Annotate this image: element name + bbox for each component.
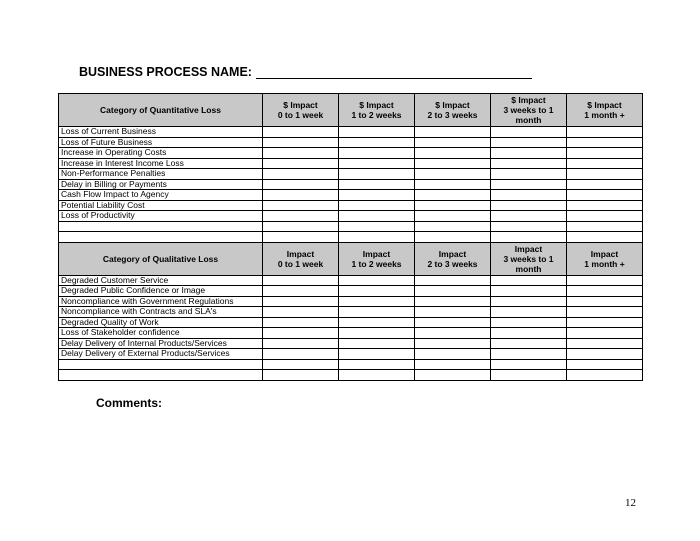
impact-input-cell[interactable] bbox=[415, 158, 491, 169]
impact-input-cell[interactable] bbox=[415, 317, 491, 328]
impact-input-cell[interactable] bbox=[339, 338, 415, 349]
impact-input-cell[interactable] bbox=[491, 211, 567, 222]
impact-input-cell[interactable] bbox=[415, 296, 491, 307]
impact-input-cell[interactable] bbox=[415, 338, 491, 349]
impact-input-cell[interactable] bbox=[263, 158, 339, 169]
impact-input-cell[interactable] bbox=[339, 158, 415, 169]
impact-input-cell[interactable] bbox=[415, 307, 491, 318]
quantitative-header-row bbox=[59, 94, 643, 127]
quantitative-category-header: Category of Quantitative Loss bbox=[59, 94, 263, 127]
impact-input-cell[interactable] bbox=[491, 232, 567, 243]
impact-input-cell[interactable] bbox=[567, 286, 643, 297]
table-row bbox=[59, 338, 643, 349]
impact-input-cell[interactable] bbox=[339, 349, 415, 360]
impact-input-cell[interactable] bbox=[415, 349, 491, 360]
impact-input-cell[interactable] bbox=[415, 328, 491, 339]
qualitative-loss-category: Delay Delivery of External Products/Services bbox=[59, 349, 263, 360]
impact-input-cell[interactable] bbox=[263, 221, 339, 232]
page-number: 12 bbox=[625, 497, 636, 509]
impact-input-cell[interactable] bbox=[491, 221, 567, 232]
quantitative-loss-category: Potential Liability Cost bbox=[59, 200, 263, 211]
impact-input-cell[interactable] bbox=[567, 137, 643, 148]
impact-input-cell[interactable] bbox=[567, 148, 643, 159]
qualitative-header-row bbox=[59, 242, 643, 275]
table-row bbox=[59, 148, 643, 159]
impact-input-cell[interactable] bbox=[339, 169, 415, 180]
impact-input-cell[interactable] bbox=[567, 349, 643, 360]
impact-input-cell[interactable] bbox=[567, 296, 643, 307]
table-row bbox=[59, 317, 643, 328]
table-row bbox=[59, 359, 643, 370]
impact-input-cell[interactable] bbox=[567, 317, 643, 328]
table-row bbox=[59, 127, 643, 138]
impact-input-cell[interactable] bbox=[567, 200, 643, 211]
impact-input-cell[interactable] bbox=[263, 179, 339, 190]
table-row bbox=[59, 328, 643, 339]
table-row bbox=[59, 137, 643, 148]
quantitative-impact-header: $ Impact 1 to 2 weeks bbox=[339, 94, 415, 127]
table-row bbox=[59, 179, 643, 190]
impact-input-cell[interactable] bbox=[491, 169, 567, 180]
quantitative-loss-category: Loss of Current Business bbox=[59, 127, 263, 138]
impact-input-cell[interactable] bbox=[491, 307, 567, 318]
impact-input-cell[interactable] bbox=[415, 200, 491, 211]
quantitative-loss-category: Increase in Operating Costs bbox=[59, 148, 263, 159]
qualitative-loss-category bbox=[59, 370, 263, 381]
impact-input-cell[interactable] bbox=[491, 296, 567, 307]
impact-input-cell[interactable] bbox=[339, 296, 415, 307]
qualitative-section bbox=[59, 242, 643, 380]
table-row bbox=[59, 158, 643, 169]
impact-input-cell[interactable] bbox=[567, 307, 643, 318]
impact-input-cell[interactable] bbox=[415, 232, 491, 243]
quantitative-section bbox=[59, 94, 643, 243]
impact-input-cell[interactable] bbox=[491, 275, 567, 286]
quantitative-impact-header: $ Impact 3 weeks to 1 month bbox=[491, 94, 567, 127]
impact-input-cell[interactable] bbox=[339, 211, 415, 222]
impact-input-cell[interactable] bbox=[415, 190, 491, 201]
comments-label: Comments: bbox=[96, 396, 163, 410]
impact-input-cell[interactable] bbox=[263, 307, 339, 318]
quantitative-impact-header: $ Impact 0 to 1 week bbox=[263, 94, 339, 127]
impact-input-cell[interactable] bbox=[263, 370, 339, 381]
impact-input-cell[interactable] bbox=[491, 158, 567, 169]
impact-input-cell[interactable] bbox=[263, 169, 339, 180]
table-row bbox=[59, 296, 643, 307]
impact-input-cell[interactable] bbox=[339, 179, 415, 190]
impact-input-cell[interactable] bbox=[491, 349, 567, 360]
impact-input-cell[interactable] bbox=[339, 137, 415, 148]
quantitative-loss-category bbox=[59, 232, 263, 243]
impact-input-cell[interactable] bbox=[491, 179, 567, 190]
impact-input-cell[interactable] bbox=[263, 275, 339, 286]
table-row bbox=[59, 221, 643, 232]
impact-input-cell[interactable] bbox=[567, 338, 643, 349]
table-row bbox=[59, 232, 643, 243]
impact-input-cell[interactable] bbox=[263, 359, 339, 370]
impact-input-cell[interactable] bbox=[415, 275, 491, 286]
impact-input-cell[interactable] bbox=[339, 359, 415, 370]
business-process-label: BUSINESS PROCESS NAME: bbox=[79, 65, 252, 79]
table-row bbox=[59, 200, 643, 211]
quantitative-loss-category: Loss of Future Business bbox=[59, 137, 263, 148]
quantitative-loss-category bbox=[59, 221, 263, 232]
impact-input-cell[interactable] bbox=[263, 296, 339, 307]
impact-input-cell[interactable] bbox=[567, 211, 643, 222]
qualitative-loss-category: Noncompliance with Contracts and SLA's bbox=[59, 307, 263, 318]
impact-input-cell[interactable] bbox=[339, 317, 415, 328]
impact-input-cell[interactable] bbox=[263, 317, 339, 328]
impact-input-cell[interactable] bbox=[491, 328, 567, 339]
impact-input-cell[interactable] bbox=[567, 158, 643, 169]
impact-input-cell[interactable] bbox=[339, 275, 415, 286]
impact-input-cell[interactable] bbox=[263, 148, 339, 159]
quantitative-impact-header: $ Impact 1 month + bbox=[567, 94, 643, 127]
qualitative-impact-header: Impact 0 to 1 week bbox=[263, 242, 339, 275]
impact-input-cell[interactable] bbox=[567, 127, 643, 138]
quantitative-loss-category: Cash Flow Impact to Agency bbox=[59, 190, 263, 201]
impact-input-cell[interactable] bbox=[415, 137, 491, 148]
impact-input-cell[interactable] bbox=[567, 190, 643, 201]
impact-input-cell[interactable] bbox=[263, 286, 339, 297]
impact-input-cell[interactable] bbox=[339, 232, 415, 243]
quantitative-impact-header: $ Impact 2 to 3 weeks bbox=[415, 94, 491, 127]
table-row bbox=[59, 307, 643, 318]
qualitative-loss-category: Degraded Quality of Work bbox=[59, 317, 263, 328]
table-row bbox=[59, 211, 643, 222]
impact-input-cell[interactable] bbox=[567, 328, 643, 339]
table-row bbox=[59, 286, 643, 297]
table-row bbox=[59, 190, 643, 201]
qualitative-impact-header: Impact 1 to 2 weeks bbox=[339, 242, 415, 275]
business-process-title bbox=[79, 65, 532, 79]
impact-input-cell[interactable] bbox=[339, 127, 415, 138]
impact-input-cell[interactable] bbox=[415, 221, 491, 232]
impact-input-cell[interactable] bbox=[339, 221, 415, 232]
impact-input-cell[interactable] bbox=[263, 200, 339, 211]
impact-input-cell[interactable] bbox=[263, 338, 339, 349]
quantitative-loss-category: Delay in Billing or Payments bbox=[59, 179, 263, 190]
impact-input-cell[interactable] bbox=[567, 359, 643, 370]
impact-input-cell[interactable] bbox=[415, 286, 491, 297]
quantitative-loss-category: Non-Performance Penalties bbox=[59, 169, 263, 180]
impact-input-cell[interactable] bbox=[491, 127, 567, 138]
qualitative-impact-header: Impact 1 month + bbox=[567, 242, 643, 275]
impact-input-cell[interactable] bbox=[567, 169, 643, 180]
impact-input-cell[interactable] bbox=[415, 359, 491, 370]
impact-input-cell[interactable] bbox=[491, 200, 567, 211]
impact-input-cell[interactable] bbox=[339, 370, 415, 381]
impact-input-cell[interactable] bbox=[491, 338, 567, 349]
table-row bbox=[59, 169, 643, 180]
impact-input-cell[interactable] bbox=[491, 190, 567, 201]
impact-input-cell[interactable] bbox=[339, 148, 415, 159]
qualitative-loss-category bbox=[59, 359, 263, 370]
impact-input-cell[interactable] bbox=[567, 179, 643, 190]
impact-input-cell[interactable] bbox=[567, 275, 643, 286]
quantitative-loss-category: Loss of Productivity bbox=[59, 211, 263, 222]
impact-table bbox=[58, 93, 643, 381]
impact-input-cell[interactable] bbox=[415, 211, 491, 222]
qualitative-loss-category: Noncompliance with Government Regulations bbox=[59, 296, 263, 307]
impact-input-cell[interactable] bbox=[339, 328, 415, 339]
impact-input-cell[interactable] bbox=[415, 148, 491, 159]
qualitative-loss-category: Delay Delivery of Internal Products/Services bbox=[59, 338, 263, 349]
impact-input-cell[interactable] bbox=[263, 349, 339, 360]
impact-input-cell[interactable] bbox=[491, 137, 567, 148]
table-row bbox=[59, 275, 643, 286]
table-row bbox=[59, 349, 643, 360]
impact-input-cell[interactable] bbox=[339, 307, 415, 318]
impact-input-cell[interactable] bbox=[415, 169, 491, 180]
impact-input-cell[interactable] bbox=[263, 127, 339, 138]
impact-input-cell[interactable] bbox=[263, 211, 339, 222]
impact-input-cell[interactable] bbox=[263, 232, 339, 243]
impact-input-cell[interactable] bbox=[339, 286, 415, 297]
impact-input-cell[interactable] bbox=[263, 190, 339, 201]
qualitative-loss-category: Degraded Customer Service bbox=[59, 275, 263, 286]
qualitative-impact-header: Impact 3 weeks to 1 month bbox=[491, 242, 567, 275]
qualitative-impact-header: Impact 2 to 3 weeks bbox=[415, 242, 491, 275]
impact-input-cell[interactable] bbox=[415, 370, 491, 381]
impact-input-cell[interactable] bbox=[491, 286, 567, 297]
impact-input-cell[interactable] bbox=[491, 148, 567, 159]
impact-input-cell[interactable] bbox=[567, 232, 643, 243]
impact-input-cell[interactable] bbox=[567, 221, 643, 232]
quantitative-loss-category: Increase in Interest Income Loss bbox=[59, 158, 263, 169]
impact-input-cell[interactable] bbox=[567, 370, 643, 381]
impact-input-cell[interactable] bbox=[415, 179, 491, 190]
impact-input-cell[interactable] bbox=[263, 137, 339, 148]
impact-input-cell[interactable] bbox=[339, 190, 415, 201]
qualitative-loss-category: Degraded Public Confidence or Image bbox=[59, 286, 263, 297]
impact-input-cell[interactable] bbox=[491, 359, 567, 370]
impact-input-cell[interactable] bbox=[491, 317, 567, 328]
business-process-name-blank[interactable] bbox=[256, 68, 532, 79]
qualitative-category-header: Category of Qualitative Loss bbox=[59, 242, 263, 275]
table-row bbox=[59, 370, 643, 381]
impact-input-cell[interactable] bbox=[339, 200, 415, 211]
impact-input-cell[interactable] bbox=[491, 370, 567, 381]
qualitative-loss-category: Loss of Stakeholder confidence bbox=[59, 328, 263, 339]
impact-input-cell[interactable] bbox=[415, 127, 491, 138]
impact-input-cell[interactable] bbox=[263, 328, 339, 339]
